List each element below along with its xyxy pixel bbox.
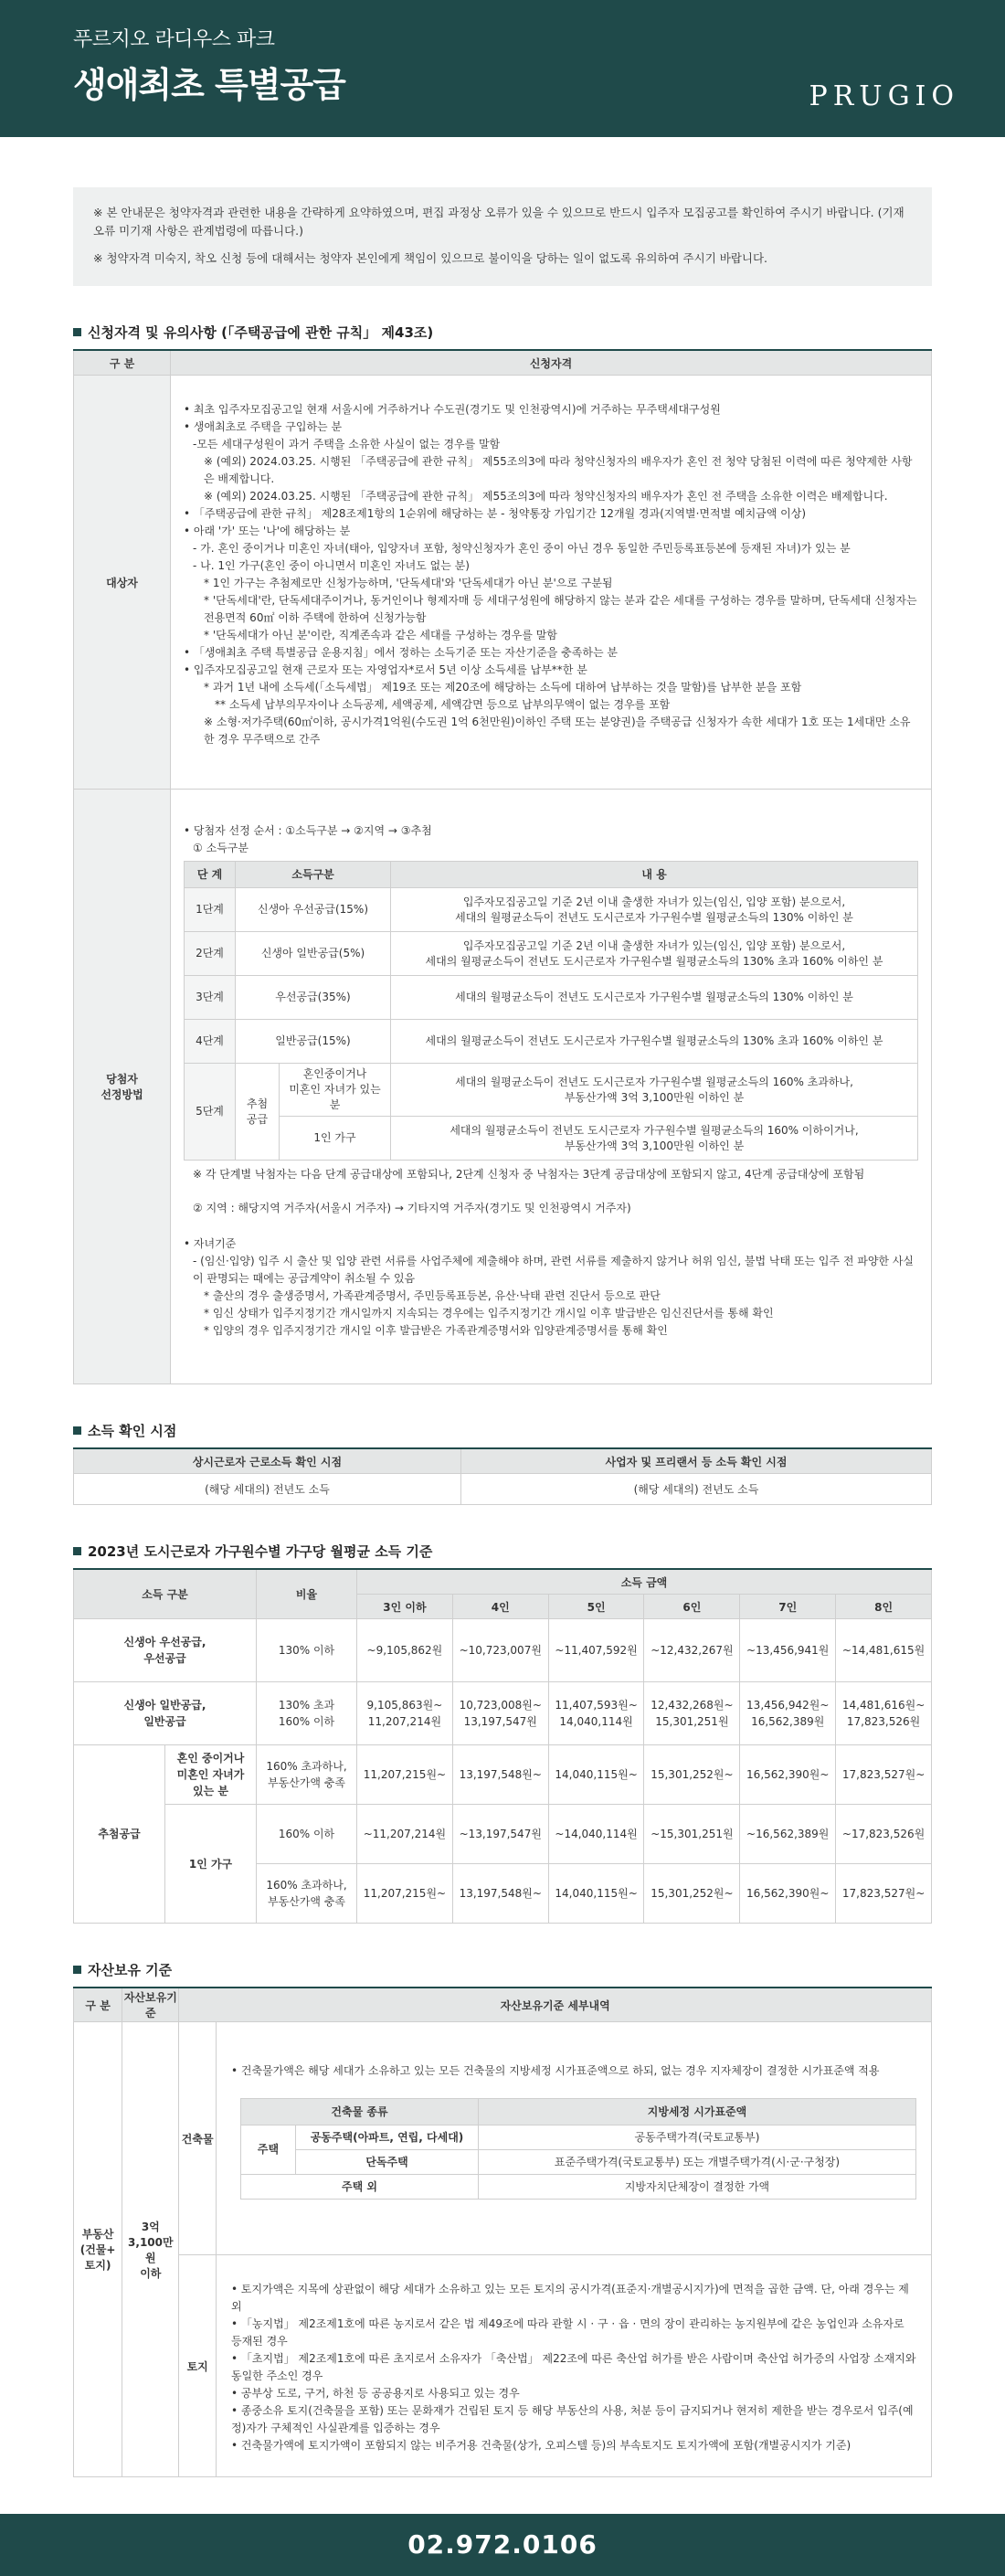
building-kind: 단독주택 [296, 2150, 479, 2175]
page-header [0, 0, 1005, 137]
income-ratio: 130% 초과 160% 이하 [257, 1682, 357, 1745]
target-line: ※ 소형·저가주택(60㎡이하, 공시가격1억원(수도권 1억 6천만원)이하인 주택 또는 분양권)을 주택공급 신청자가 속한 세대가 1호 또는 1세대만 소유한 경우 무주택으로 간주 [204, 716, 911, 746]
building-kind: 공동주택(아파트, 연립, 다세대) [296, 2125, 479, 2150]
income-value: ~14,481,615원 [836, 1619, 932, 1682]
income-type: 신생아 일반공급, 일반공급 [74, 1682, 257, 1745]
section-title-text: 2023년 도시근로자 가구원수별 가구당 월평균 소득 기준 [88, 1543, 433, 1560]
land-line: • 종중소유 토지(건축물을 포함) 또는 문화재가 건립된 토지 등 해당 부동산의 사용, 처분 등이 금지되거나 현저히 제한을 받는 경우로서 입주(예정)자가 구체적인 사실관계를 입증하는 경우 [231, 2404, 914, 2434]
col-content: 신청자격 [171, 350, 932, 376]
income-ratio: 160% 초과하나, 부동산가액 충족 [257, 1745, 357, 1805]
stage-type: 혼인중이거나 미혼인 자녀가 있는 분 [280, 1064, 391, 1117]
section-title [73, 1542, 932, 1561]
col-ratio: 비율 [257, 1569, 357, 1619]
target-line: * 1인 가구는 추첨제로만 신청가능하며, '단독세대'와 '단독세대가 아닌 분'으로 구분됨 [204, 577, 613, 589]
section-marker-icon [73, 1547, 81, 1555]
winner-content [171, 790, 932, 1384]
income-value: 14,040,115원~ [548, 1745, 644, 1805]
land-line: • 「농지법」 제2조제1호에 따른 농지로서 같은 법 제49조에 따라 관할 시 · 구 · 읍 · 면의 장이 관리하는 농지원부에 같은 농업인과 소유자로 등재된 경우 [231, 2317, 904, 2348]
land-line: • 공부상 도로, 구거, 하천 등 공공용지로 사용되고 있는 경우 [231, 2387, 520, 2400]
target-line: • 입주자모집공고일 현재 근로자 또는 자영업자*로서 5년 이상 소득세를 납부**한 분 [184, 663, 587, 676]
stage-type: 1인 가구 [280, 1117, 391, 1161]
building-value: 표준주택가격(국토교통부) 또는 개별주택가격(시·군·구청장) [479, 2150, 916, 2175]
stage-label: 5단계 [185, 1064, 236, 1161]
stage-income: 우선공급(35%) [236, 976, 391, 1020]
persons-header: 7인 [740, 1595, 836, 1619]
income-value: ~11,407,592원 [548, 1619, 644, 1682]
income-type: 신생아 우선공급, 우선공급 [74, 1619, 257, 1682]
stage-income: 신생아 일반공급(5%) [236, 932, 391, 976]
income-check-table [73, 1447, 932, 1505]
income-ratio: 160% 이하 [257, 1805, 357, 1864]
income-table-section [73, 1542, 932, 1924]
income-value: 9,105,863원~ 11,207,214원 [357, 1682, 453, 1745]
income-value: ~11,207,214원 [357, 1805, 453, 1864]
stage-content: 입주자모집공고일 기준 2년 이내 출생한 자녀가 있는(임신, 입양 포함) 분으로서, 세대의 월평균소득이 전년도 도시근로자 가구원수별 월평균소득의 130% 초과 160% 이하인 분 [391, 932, 918, 976]
income-value: 14,481,616원~ 17,823,526원 [836, 1682, 932, 1745]
target-line: • 아래 '가' 또는 '나'에 해당하는 분 [184, 525, 351, 537]
persons-header: 6인 [644, 1595, 740, 1619]
section-title-text: 소득 확인 시점 [88, 1423, 177, 1439]
income-value: ~13,456,941원 [740, 1619, 836, 1682]
target-line: • 최초 입주자모집공고일 현재 서울시에 거주하거나 수도권(경기도 및 인천광역시)에 거주하는 무주택세대구성원 [184, 403, 721, 416]
stage-income: 일반공급(15%) [236, 1020, 391, 1064]
stage-content: 세대의 월평균소득이 전년도 도시근로자 가구원수별 월평균소득의 130% 초과 160% 이하인 분 [391, 1020, 918, 1064]
income-value: 17,823,527원~ [836, 1864, 932, 1924]
income-value: 11,407,593원~ 14,040,114원 [548, 1682, 644, 1745]
winner-label: 당첨자 선정방법 [74, 790, 171, 1384]
income-value: 17,823,527원~ [836, 1745, 932, 1805]
income-value: 10,723,008원~ 13,197,547원 [452, 1682, 548, 1745]
section-title [73, 1960, 932, 1979]
child-list [184, 1235, 918, 1340]
stage-table [184, 861, 918, 1161]
prugio-logo: PRUGIO [809, 80, 959, 112]
section-marker-icon [73, 1426, 81, 1435]
income-check-value: (해당 세대의) 전년도 소득 [74, 1474, 461, 1505]
target-line: -모든 세대구성원이 과거 주택을 소유한 사실이 없는 경우를 말함 [193, 438, 501, 451]
income-value: ~9,105,862원 [357, 1619, 453, 1682]
child-line: • 자녀기준 [184, 1237, 237, 1250]
income-value: 12,432,268원~ 15,301,251원 [644, 1682, 740, 1745]
building-value: 공동주택가격(국토교통부) [479, 2125, 916, 2150]
stage-content: 세대의 월평균소득이 전년도 도시근로자 가구원수별 월평균소득의 130% 이하인 분 [391, 976, 918, 1020]
qualification-table [73, 349, 932, 1384]
col-type: 소득 구분 [74, 1569, 257, 1619]
income-check-header: 사업자 및 프리랜서 등 소득 확인 시점 [460, 1448, 931, 1474]
income-table [73, 1568, 932, 1924]
persons-header: 8인 [836, 1595, 932, 1619]
income-check-section [73, 1421, 932, 1505]
section-title-text: 자산보유 기준 [88, 1962, 173, 1978]
asset-header: 자산보유기준 [122, 1988, 179, 2022]
stage-content: 세대의 월평균소득이 전년도 도시근로자 가구원수별 월평균소득의 160% 이하이거나, 부동산가액 3억 3,100만원 이하인 분 [391, 1117, 918, 1161]
income-ratio: 130% 이하 [257, 1619, 357, 1682]
stage-label: 4단계 [185, 1020, 236, 1064]
header-subtitle: 푸르지오 라디우스 파크 [73, 28, 275, 51]
asset-category: 부동산 (건물+ 토지) [74, 2022, 122, 2477]
target-list [184, 401, 918, 748]
income-value: 14,040,115원~ [548, 1864, 644, 1924]
single-label: 1인 가구 [165, 1805, 257, 1924]
notice-line: ※ 청약자격 미숙지, 착오 신청 등에 대해서는 청약자 본인에게 책임이 있으므로 불이익을 당하는 일이 없도록 유의하여 주시기 바랍니다. [93, 251, 768, 265]
section-marker-icon [73, 1966, 81, 1974]
target-line: • 생애최초로 주택을 구입하는 분 [184, 420, 343, 433]
child-line: - (임신·입양) 입주 시 출산 및 입양 관련 서류를 사업주체에 제출해야 하며, 관련 서류를 제출하지 않거나 허위 임신, 불법 낙태 또는 입주 전 파양한 사실이 판명되는 때에는 공급계약이 취소될 수 있음 [193, 1255, 915, 1285]
qualification-section [73, 323, 932, 1384]
land-line: • 「초지법」 제2조제1호에 따른 초지로서 소유자가 「축산법」 제22조에 따른 축산업 허가를 받은 사람이며 축산업 허가증의 사업장 소재지와 동일한 주소인 경우 [231, 2352, 916, 2382]
building-table [240, 2098, 916, 2200]
stage-row [185, 976, 918, 1020]
income-value: 11,207,215원~ [357, 1864, 453, 1924]
winner-intro-line: • 당첨자 선정 순서 : ①소득구분 → ②지역 → ③추첨 [184, 824, 432, 837]
child-line: * 임신 상태가 입주지정기간 개시일까지 지속되는 경우에는 입주지정기간 개시일 이후 발급받은 임신진단서를 통해 확인 [204, 1307, 774, 1320]
stage-group: 추첨 공급 [236, 1064, 280, 1161]
stage-label: 1단계 [185, 888, 236, 932]
income-value: ~12,432,267원 [644, 1619, 740, 1682]
land-label: 토지 [179, 2255, 217, 2477]
land-line: • 건축물가액에 토지가액이 포함되지 않는 비주거용 건축물(상가, 오피스텔 등)의 부속토지도 토지가액에 포함(개별공시지가 기준) [231, 2439, 852, 2452]
winner-intro-line: ① 소득구분 [193, 842, 249, 854]
target-label: 대상자 [74, 376, 171, 790]
building-label: 건축물 [179, 2022, 217, 2255]
target-line: * '단독세대가 아닌 분'이란, 직계존속과 같은 세대를 구성하는 경우를 말함 [204, 629, 557, 641]
stage-header: 소득구분 [236, 862, 391, 888]
income-ratio: 160% 초과하나, 부동산가액 충족 [257, 1864, 357, 1924]
child-line: * 입양의 경우 입주지정기간 개시일 이후 발급받은 가족관계증명서와 입양관계증명서를 통해 확인 [204, 1324, 668, 1337]
target-line: * '단독세대'란, 단독세대주이거나, 동거인이나 형제자매 등 세대구성원에 해당하지 않는 분과 같은 세대를 구성하는 경우를 말하며, 단독세대 신청자는 전용면적 60㎡ 이하 주택에 한하여 신청가능함 [204, 594, 917, 624]
building-kind: 주택 외 [241, 2175, 479, 2200]
income-value: ~16,562,389원 [740, 1805, 836, 1864]
income-check-header: 상시근로자 근로소득 확인 시점 [74, 1448, 461, 1474]
target-line: ** 소득세 납부의무자이나 소득공제, 세액공제, 세액감면 등으로 납부의무액이 없는 경우를 포함 [215, 698, 671, 711]
notice-box [73, 187, 932, 286]
col-category: 구 분 [74, 350, 171, 376]
target-line: • 「생애최초 주택 특별공급 운용지침」에서 정하는 소득기준 또는 자산기준을 충족하는 분 [184, 646, 618, 659]
building-header: 건축물 종류 [241, 2099, 479, 2125]
income-value: 13,197,548원~ [452, 1745, 548, 1805]
income-value: ~15,301,251원 [644, 1805, 740, 1864]
target-line: ※ (예외) 2024.03.25. 시행된 「주택공급에 관한 규칙」 제55조의3에 따라 청약신청자의 배우자가 혼인 전 청약 당첨된 이력에 따른 청약제한 사항은 배제합니다. [204, 455, 913, 485]
income-value: 15,301,252원~ [644, 1745, 740, 1805]
persons-header: 4인 [452, 1595, 548, 1619]
section-title [73, 1421, 932, 1440]
asset-header: 구 분 [74, 1988, 122, 2022]
building-intro: • 건축물가액은 해당 세대가 소유하고 있는 모든 건축물의 지방세정 시가표준액으로 하되, 없는 경우 지자체장이 결정한 시가표준액 적용 [231, 2064, 880, 2077]
stage-header: 내 용 [391, 862, 918, 888]
income-value: 16,562,390원~ [740, 1745, 836, 1805]
land-content [217, 2255, 932, 2477]
income-check-value: (해당 세대의) 전년도 소득 [460, 1474, 931, 1505]
land-list [231, 2281, 916, 2454]
child-line: * 출산의 경우 출생증명서, 가족관계증명서, 주민등록표등본, 유산·낙태 관련 진단서 등으로 판단 [204, 1289, 661, 1302]
building-value: 지방자치단체장이 결정한 가액 [479, 2175, 916, 2200]
asset-table [73, 1987, 932, 2477]
stage-row [185, 1020, 918, 1064]
notice-line: ※ 본 안내문은 청약자격과 관련한 내용을 간략하게 요약하였으며, 편집 과정상 오류가 있을 수 있으므로 반드시 입주자 모집공고를 확인하여 주시기 바랍니다. (기재오류 미기재 사항은 관계법령에 따릅니다.) [93, 206, 904, 238]
stage-income: 신생아 우선공급(15%) [236, 888, 391, 932]
section-title [73, 323, 932, 342]
stage-content: 세대의 월평균소득이 전년도 도시근로자 가구원수별 월평균소득의 160% 초과하나, 부동산가액 3억 3,100만원 이하인 분 [391, 1064, 918, 1117]
target-line: - 가. 혼인 중이거나 미혼인 자녀(태아, 입양자녀 포함, 청약신청자가 혼인 중이 아닌 경우 동일한 주민등록표등본에 등재된 자녀)가 있는 분 [193, 542, 851, 555]
income-value: 13,197,548원~ [452, 1864, 548, 1924]
income-value: ~14,040,114원 [548, 1805, 644, 1864]
target-line: ※ (예외) 2024.03.25. 시행된 「주택공급에 관한 규칙」 제55조의3에 따라 청약신청자의 배우자가 혼인 전 주택을 소유한 이력은 배제합니다. [204, 490, 888, 503]
housing-label: 주택 [241, 2125, 296, 2175]
stage-row [185, 932, 918, 976]
target-line: • 「주택공급에 관한 규칙」 제28조제1항의 1순위에 해당하는 분 - 청약통장 가입기간 12개월 경과(지역별·면적별 예치금액 이상) [184, 507, 807, 520]
stage-label: 3단계 [185, 976, 236, 1020]
footer-phone[interactable]: 02.972.0106 [0, 2514, 1005, 2576]
income-value: ~17,823,526원 [836, 1805, 932, 1864]
land-line: • 토지가액은 지목에 상관없이 해당 세대가 소유하고 있는 모든 토지의 공시가격(표준지·개별공시지가)에 면적을 곱한 금액. 단, 아래 경우는 제외 [231, 2283, 909, 2313]
header-title: 생애최초 특별공급 [73, 65, 345, 105]
building-header: 지방세정 시가표준액 [479, 2099, 916, 2125]
building-content [217, 2022, 932, 2255]
target-content [171, 376, 932, 790]
stage-header: 단 계 [185, 862, 236, 888]
asset-limit: 3억 3,100만원 이하 [122, 2022, 179, 2477]
target-line: * 과거 1년 내에 소득세(「소득세법」 제19조 또는 제20조에 해당하는 소득에 대하여 납부하는 것을 말함)를 납부한 분을 포함 [204, 681, 802, 694]
persons-header: 3인 이하 [357, 1595, 453, 1619]
section-marker-icon [73, 328, 81, 336]
stage-row [185, 888, 918, 932]
col-amount: 소득 금액 [357, 1569, 932, 1595]
income-value: ~13,197,547원 [452, 1805, 548, 1864]
persons-header: 5인 [548, 1595, 644, 1619]
section-title-text: 신청자격 및 유의사항 (「주택공급에 관한 규칙」 제43조) [88, 324, 434, 341]
region-line: ② 지역 : 해당지역 거주자(서울시 거주자) → 기타지역 거주자(경기도 및 인천광역시 거주자) [193, 1202, 631, 1214]
married-label: 혼인 중이거나 미혼인 자녀가 있는 분 [165, 1745, 257, 1805]
income-value: ~10,723,007원 [452, 1619, 548, 1682]
asset-header: 자산보유기준 세부내역 [179, 1988, 932, 2022]
lottery-label: 추첨공급 [74, 1745, 165, 1924]
stage-label: 2단계 [185, 932, 236, 976]
income-value: 11,207,215원~ [357, 1745, 453, 1805]
stage-content: 입주자모집공고일 기준 2년 이내 출생한 자녀가 있는(임신, 입양 포함) 분으로서, 세대의 월평균소득이 전년도 도시근로자 가구원수별 월평균소득의 130% 이하인 분 [391, 888, 918, 932]
income-value: 13,456,942원~ 16,562,389원 [740, 1682, 836, 1745]
income-value: 15,301,252원~ [644, 1864, 740, 1924]
asset-section [73, 1960, 932, 2477]
stage-note: ※ 각 단계별 낙첨자는 다음 단계 공급대상에 포함되나, 2단계 신청자 중 낙첨자는 3단계 공급대상에 포함되지 않고, 4단계 공급대상에 포함됨 [193, 1168, 865, 1181]
income-value: 16,562,390원~ [740, 1864, 836, 1924]
target-line: - 나. 1인 가구(혼인 중이 아니면서 미혼인 자녀도 없는 분) [193, 559, 470, 572]
